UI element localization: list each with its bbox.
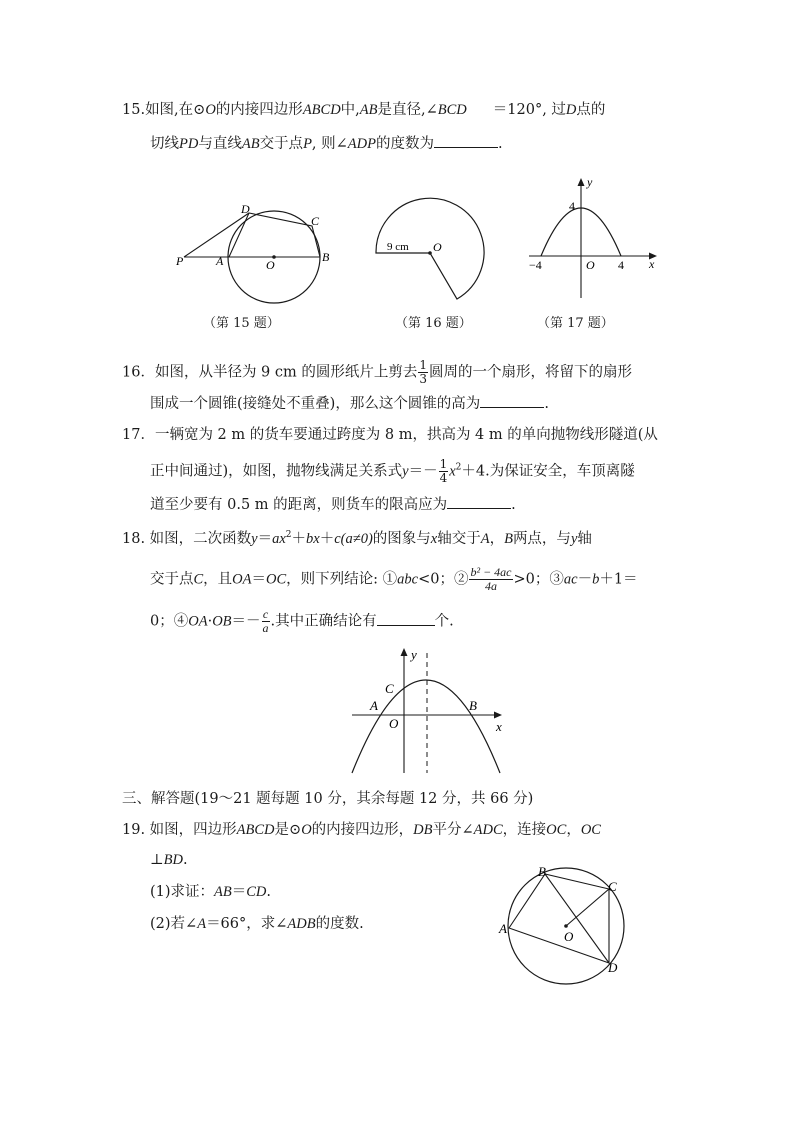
label-B: B [322, 250, 330, 264]
q19-part2 [150, 914, 364, 934]
text: 的图象与 [372, 531, 431, 547]
var: ADP [347, 136, 376, 152]
fraction-one-third [418, 359, 428, 386]
var: P [303, 136, 312, 152]
var: OC [266, 571, 287, 588]
text: 是直径,∠ [377, 102, 438, 118]
label-A: A [216, 254, 224, 268]
label-x: x [649, 257, 655, 271]
text: , 则∠ [311, 136, 348, 152]
var: ac [563, 571, 578, 588]
text: ＝－ [231, 613, 261, 630]
var: A [480, 531, 490, 547]
var: (a≠0) [340, 531, 373, 547]
figure-17-parabola [525, 172, 665, 302]
var: O [205, 102, 216, 118]
var: bx [306, 531, 320, 547]
text: (1)求证： [150, 884, 215, 900]
label-C: C [385, 681, 394, 696]
text: 的内接四边形， [311, 822, 414, 838]
text: 中, [340, 102, 360, 118]
label-O: O [564, 929, 574, 944]
text: 点的 [576, 102, 606, 118]
text: ＝ [257, 531, 273, 547]
label-neg4: −4 [529, 258, 542, 272]
figure-16-caption: （第 16 题） [395, 316, 472, 331]
var: c [334, 531, 341, 547]
var: C [193, 571, 204, 588]
label-radius: 9 cm [387, 241, 409, 253]
var: BD [163, 852, 183, 868]
var: D [565, 102, 577, 118]
denominator: 4 [439, 471, 448, 485]
text: ＝ [231, 884, 247, 900]
q16-line1 [122, 359, 632, 386]
text: 围成一个圆锥(接缝处不重叠)，那么这个圆锥的高为 [150, 396, 481, 412]
var: DB [413, 822, 433, 838]
text: 如图，四边形 [149, 822, 237, 838]
text: 轴 [577, 531, 592, 547]
text: ＋ [319, 531, 335, 547]
text: 平分∠ [432, 822, 474, 838]
answer-blank [377, 611, 435, 626]
text: ＝－ [408, 463, 438, 480]
var: ABCD [236, 822, 275, 838]
text: ⊥ [150, 852, 164, 868]
text: 切线 [150, 136, 179, 152]
var: y [570, 531, 578, 547]
q18-number: 18. [122, 531, 146, 547]
answer-blank [434, 133, 498, 148]
var: ax [272, 531, 286, 547]
text: ＋1＝ [599, 571, 638, 588]
var: OB [212, 613, 232, 630]
q19-number: 19. [122, 822, 146, 838]
text: 交于点 [150, 571, 194, 588]
var: OC [546, 822, 567, 838]
label-B: B [538, 864, 546, 879]
text: . [497, 136, 503, 152]
text: 轴交于 [437, 531, 481, 547]
denominator: 3 [419, 372, 428, 386]
text: . [544, 396, 549, 412]
text: ，连接 [502, 822, 547, 838]
var: AB [214, 884, 232, 900]
text: － [577, 571, 593, 588]
var: PD [179, 136, 199, 152]
text: · [207, 613, 213, 630]
var: CD [246, 884, 267, 900]
var: A [197, 916, 207, 932]
q19-line1 [122, 820, 601, 840]
q17-line2 [150, 458, 635, 485]
var: AB [241, 136, 260, 152]
answer-blank [480, 393, 544, 408]
label-y: y [587, 175, 593, 189]
section-3-title: 三、解答题(19～21 题每题 10 分，其余每题 12 分，共 66 分) [122, 791, 534, 807]
label-y: y [411, 647, 417, 662]
label-O: O [433, 240, 442, 254]
q15-number: 15. [122, 102, 146, 118]
text: ，则下列结论: ① [286, 571, 398, 588]
var: O [301, 822, 312, 838]
text: 如图，二次函数 [149, 531, 252, 547]
var: ADC [473, 822, 503, 838]
text: ＝66°，求∠ [206, 916, 288, 932]
text: 与直线 [198, 136, 242, 152]
var: BCD [437, 102, 467, 118]
text: 的度数为 [375, 136, 434, 152]
text: 的内接四边形 [215, 102, 303, 118]
figure-17-caption: （第 17 题） [537, 316, 614, 331]
text: 如图，从半径为 9 cm 的圆形纸片上剪去 [154, 364, 418, 381]
text: 是⊙ [274, 822, 302, 838]
q15-line2 [150, 133, 503, 154]
var: x [430, 531, 438, 547]
var: y [251, 531, 258, 547]
text: ， [489, 531, 505, 547]
text: 圆周的一个扇形，将留下的扇形 [429, 364, 633, 381]
var: ADB [287, 916, 316, 932]
numerator: c [262, 607, 269, 621]
var: ABCD [302, 102, 341, 118]
label-O: O [389, 716, 399, 731]
label-4-top: 4 [569, 199, 575, 213]
var: B [504, 531, 513, 547]
var: OA [188, 613, 208, 630]
text: ＝ [251, 571, 267, 588]
label-A: A [499, 921, 507, 936]
q17-line3 [150, 494, 516, 515]
exponent: 2 [455, 462, 462, 473]
var: abc [397, 571, 419, 588]
label-O: O [266, 258, 275, 272]
figure-15-caption: （第 15 题） [203, 316, 280, 331]
label-B: B [469, 698, 477, 713]
denominator: a [262, 621, 269, 635]
text: ， [566, 822, 581, 838]
q16-number: 16． [122, 364, 155, 381]
q18-line2 [150, 566, 638, 593]
text: (2)若∠ [150, 916, 198, 932]
label-C: C [311, 214, 320, 228]
label-P: P [176, 254, 184, 268]
text: 一辆宽为 2 m 的货车要通过跨度为 8 m，拱高为 4 m 的单向抛物线形隧道(从 [154, 427, 658, 443]
q18-line3 [150, 608, 454, 635]
text: ＋ [291, 531, 307, 547]
exponent: 2 [285, 530, 292, 541]
var: OC [580, 822, 601, 838]
label-D: D [608, 960, 618, 975]
figure-16-sector [370, 195, 490, 305]
text: ＝120°, 过 [492, 102, 566, 118]
text: 交于点 [259, 136, 304, 152]
label-D: D [241, 202, 250, 216]
figure-18-parabola [348, 645, 518, 777]
label-O: O [586, 258, 595, 272]
text: 0；④ [150, 613, 189, 630]
text: 个. [434, 613, 454, 630]
q19-line2 [150, 850, 188, 870]
var: OA [232, 571, 252, 588]
fraction-discriminant [469, 566, 512, 593]
var: y [402, 463, 409, 480]
numerator: 1 [439, 457, 448, 471]
label-A: A [370, 698, 378, 713]
fraction-c-over-a [262, 608, 270, 635]
text: 如图,在⊙ [145, 102, 206, 118]
text: >0；③ [513, 571, 564, 588]
text: ＋4.为保证安全，车顶离隧 [461, 463, 635, 480]
text: ，且 [203, 571, 233, 588]
fraction-one-quarter [439, 458, 449, 485]
text: <0；② [418, 571, 469, 588]
text: 的度数. [315, 916, 364, 932]
q16-line2 [150, 393, 549, 414]
figure-15-circle-quadrilateral [170, 195, 340, 310]
figure-19-inscribed-quadrilateral [495, 862, 635, 987]
q17-number: 17． [122, 427, 155, 443]
text: 两点，与 [512, 531, 571, 547]
var: AB [359, 102, 378, 118]
q18-line1 [122, 529, 592, 549]
text: 道至少要有 0.5 m 的距离，则货车的限高应为 [150, 497, 448, 513]
label-C: C [608, 879, 617, 894]
q17-line1 [122, 425, 658, 445]
denominator: 4a [485, 579, 497, 593]
text: .其中正确结论有 [270, 613, 377, 630]
q15-line1 [122, 100, 605, 120]
text: 正中间通过)，如图，抛物线满足关系式 [150, 463, 403, 480]
label-x: x [496, 719, 502, 734]
text: . [182, 852, 188, 868]
var: b [592, 571, 600, 588]
numerator: 1 [419, 358, 428, 372]
var: x [449, 463, 456, 480]
numerator: b² − 4ac [470, 565, 512, 579]
text: . [511, 497, 516, 513]
label-4-right: 4 [618, 258, 624, 272]
q19-part1 [150, 882, 271, 902]
answer-blank [447, 494, 511, 509]
text: . [266, 884, 272, 900]
